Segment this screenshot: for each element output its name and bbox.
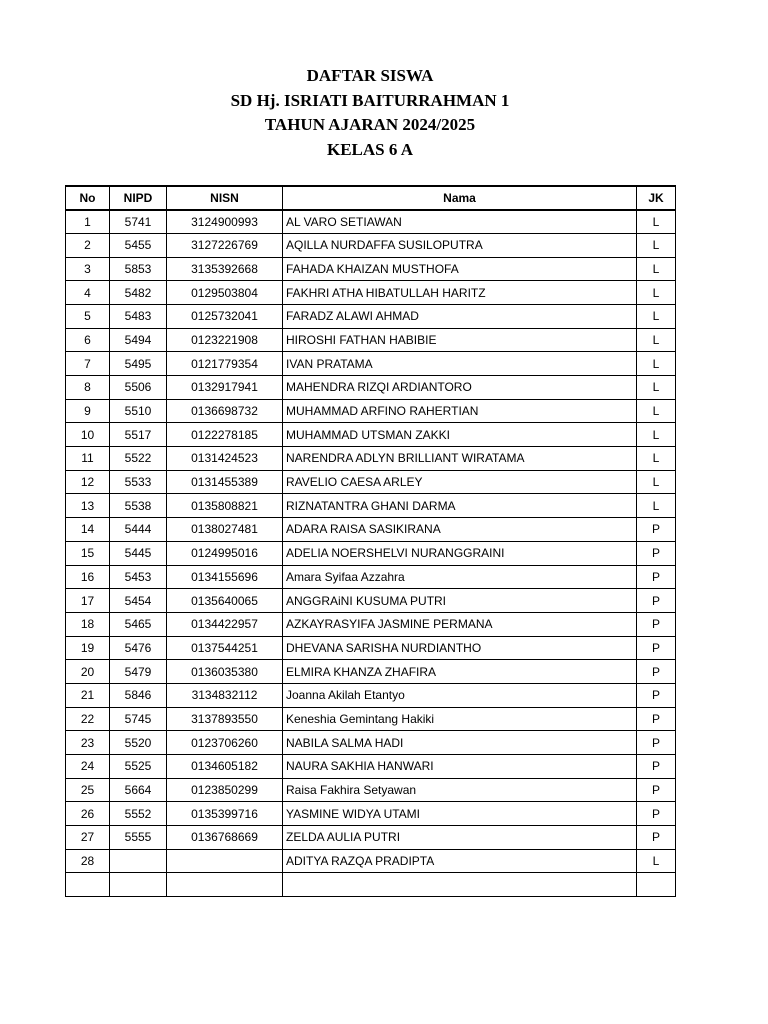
table-row [66,636,676,660]
cell-jk: L [637,423,676,447]
cell-jk: L [637,281,676,305]
cell-nama: FAKHRI ATHA HIBATULLAH HARITZ [283,281,637,305]
cell-nipd: 5453 [110,565,167,589]
cell-nipd [110,873,167,897]
cell-nipd: 5517 [110,423,167,447]
cell-no: 15 [66,541,110,565]
table-row [66,683,676,707]
cell-nama: NAURA SAKHIA HANWARI [283,755,637,779]
cell-nama: RIZNATANTRA GHANI DARMA [283,494,637,518]
cell-no: 19 [66,636,110,660]
cell-jk: L [637,328,676,352]
cell-nipd: 5522 [110,447,167,471]
cell-nama: YASMINE WIDYA UTAMI [283,802,637,826]
cell-no: 11 [66,447,110,471]
cell-nama: MAHENDRA RIZQI ARDIANTORO [283,376,637,400]
cell-no: 7 [66,352,110,376]
cell-jk: L [637,447,676,471]
cell-nisn: 0138027481 [167,518,283,542]
cell-no: 16 [66,565,110,589]
cell-jk: L [637,210,676,234]
cell-nama: NARENDRA ADLYN BRILLIANT WIRATAMA [283,447,637,471]
cell-nama: NABILA SALMA HADI [283,731,637,755]
table-row [66,494,676,518]
table-row [66,210,676,234]
cell-nama: ADARA RAISA SASIKIRANA [283,518,637,542]
cell-nama: HIROSHI FATHAN HABIBIE [283,328,637,352]
table-row [66,589,676,613]
cell-jk: L [637,304,676,328]
cell-jk [637,873,676,897]
cell-nipd: 5745 [110,707,167,731]
title-line-4: KELAS 6 A [327,139,413,159]
title-line-2: SD Hj. ISRIATI BAITURRAHMAN 1 [230,90,510,110]
table-row [66,778,676,802]
table-row [66,707,676,731]
cell-nama: RAVELIO CAESA ARLEY [283,470,637,494]
cell-no: 20 [66,660,110,684]
cell-nipd: 5853 [110,257,167,281]
cell-nama [283,873,637,897]
table-row [66,399,676,423]
cell-nisn: 0135399716 [167,802,283,826]
cell-nipd: 5454 [110,589,167,613]
cell-jk: P [637,612,676,636]
cell-nipd: 5445 [110,541,167,565]
cell-nipd: 5510 [110,399,167,423]
cell-nipd: 5495 [110,352,167,376]
cell-nama: FARADZ ALAWI AHMAD [283,304,637,328]
cell-no: 8 [66,376,110,400]
cell-nipd: 5506 [110,376,167,400]
cell-jk: L [637,233,676,257]
table-row [66,328,676,352]
table-row [66,233,676,257]
cell-no: 24 [66,755,110,779]
cell-nama: Keneshia Gemintang Hakiki [283,707,637,731]
cell-no: 22 [66,707,110,731]
table-row [66,660,676,684]
cell-jk: P [637,518,676,542]
student-table [65,185,676,897]
cell-nisn: 0129503804 [167,281,283,305]
cell-jk: L [637,399,676,423]
cell-nama: DHEVANA SARISHA NURDIANTHO [283,636,637,660]
cell-nipd: 5494 [110,328,167,352]
cell-nama: ZELDA AULIA PUTRI [283,826,637,850]
cell-nama: ANGGRAiNI KUSUMA PUTRI [283,589,637,613]
cell-jk: L [637,352,676,376]
table-row [66,802,676,826]
table-row [66,612,676,636]
cell-nama: AL VARO SETIAWAN [283,210,637,234]
cell-nipd [110,849,167,873]
cell-nipd: 5555 [110,826,167,850]
cell-no: 2 [66,233,110,257]
cell-nisn: 0131455389 [167,470,283,494]
table-row [66,541,676,565]
cell-jk: P [637,731,676,755]
cell-nipd: 5455 [110,233,167,257]
cell-nisn: 0134605182 [167,755,283,779]
cell-nisn: 0134155696 [167,565,283,589]
header-no: No [66,186,110,210]
cell-nama: MUHAMMAD UTSMAN ZAKKI [283,423,637,447]
cell-nipd: 5664 [110,778,167,802]
cell-no: 17 [66,589,110,613]
table-row [66,257,676,281]
cell-nisn: 3124900993 [167,210,283,234]
table-row [66,423,676,447]
cell-nisn: 0124995016 [167,541,283,565]
cell-no: 3 [66,257,110,281]
cell-nisn: 0135640065 [167,589,283,613]
cell-nipd: 5533 [110,470,167,494]
table-row [66,447,676,471]
cell-nipd: 5482 [110,281,167,305]
header-nama: Nama [283,186,637,210]
cell-nisn: 0122278185 [167,423,283,447]
table-row [66,565,676,589]
table-header-row [66,186,676,210]
cell-no [66,873,110,897]
cell-jk: L [637,470,676,494]
cell-jk: P [637,755,676,779]
table-row [66,281,676,305]
document-header [0,64,740,162]
cell-nama: AQILLA NURDAFFA SUSILOPUTRA [283,233,637,257]
cell-nisn: 3127226769 [167,233,283,257]
cell-nama: ADITYA RAZQA PRADIPTA [283,849,637,873]
cell-jk: P [637,636,676,660]
cell-no: 21 [66,683,110,707]
cell-nisn: 0121779354 [167,352,283,376]
cell-nipd: 5465 [110,612,167,636]
cell-jk: P [637,660,676,684]
cell-nisn: 3137893550 [167,707,283,731]
title-line-1: DAFTAR SISWA [306,66,434,85]
cell-nisn: 0134422957 [167,612,283,636]
cell-nisn: 0137544251 [167,636,283,660]
cell-no: 1 [66,210,110,234]
cell-jk: L [637,849,676,873]
cell-nipd: 5846 [110,683,167,707]
table-row [66,518,676,542]
cell-nama: ELMIRA KHANZA ZHAFIRA [283,660,637,684]
cell-jk: L [637,494,676,518]
cell-no: 5 [66,304,110,328]
header-nisn: NISN [167,186,283,210]
table-row [66,376,676,400]
cell-nama: ADELIA NOERSHELVI NURANGGRAINI [283,541,637,565]
cell-nama: Amara Syifaa Azzahra [283,565,637,589]
cell-no: 6 [66,328,110,352]
cell-jk: P [637,565,676,589]
cell-no: 26 [66,802,110,826]
header-nipd: NIPD [110,186,167,210]
header-jk: JK [637,186,676,210]
cell-nisn: 0136035380 [167,660,283,684]
cell-no: 25 [66,778,110,802]
cell-no: 13 [66,494,110,518]
cell-jk: P [637,707,676,731]
cell-nisn: 0132917941 [167,376,283,400]
cell-nipd: 5444 [110,518,167,542]
cell-nisn [167,873,283,897]
cell-nisn: 0123850299 [167,778,283,802]
cell-jk: L [637,257,676,281]
table-row [66,849,676,873]
cell-nama: MUHAMMAD ARFINO RAHERTIAN [283,399,637,423]
cell-no: 14 [66,518,110,542]
cell-no: 27 [66,826,110,850]
cell-jk: P [637,826,676,850]
cell-no: 28 [66,849,110,873]
cell-nisn [167,849,283,873]
cell-nisn: 0136768669 [167,826,283,850]
cell-no: 12 [66,470,110,494]
cell-nipd: 5538 [110,494,167,518]
cell-nisn: 0136698732 [167,399,283,423]
cell-jk: P [637,541,676,565]
cell-jk: P [637,589,676,613]
cell-nisn: 0125732041 [167,304,283,328]
cell-nama: IVAN PRATAMA [283,352,637,376]
cell-nama: AZKAYRASYIFA JASMINE PERMANA [283,612,637,636]
table-row [66,352,676,376]
cell-nisn: 0123706260 [167,731,283,755]
cell-jk: P [637,778,676,802]
table-row [66,470,676,494]
cell-nama: FAHADA KHAIZAN MUSTHOFA [283,257,637,281]
cell-no: 9 [66,399,110,423]
cell-nipd: 5525 [110,755,167,779]
cell-jk: P [637,683,676,707]
cell-no: 23 [66,731,110,755]
table-row [66,755,676,779]
cell-nisn: 3135392668 [167,257,283,281]
table-row [66,826,676,850]
cell-nisn: 3134832112 [167,683,283,707]
title-line-3: TAHUN AJARAN 2024/2025 [264,115,476,134]
cell-nisn: 0131424523 [167,447,283,471]
cell-nisn: 0135808821 [167,494,283,518]
table-row [66,873,676,897]
table-row [66,304,676,328]
table-row [66,731,676,755]
cell-no: 4 [66,281,110,305]
cell-nipd: 5520 [110,731,167,755]
cell-jk: L [637,376,676,400]
cell-no: 18 [66,612,110,636]
cell-jk: P [637,802,676,826]
cell-nipd: 5483 [110,304,167,328]
cell-no: 10 [66,423,110,447]
cell-nipd: 5476 [110,636,167,660]
cell-nipd: 5741 [110,210,167,234]
cell-nisn: 0123221908 [167,328,283,352]
table-body [66,210,676,897]
cell-nama: Raisa Fakhira Setyawan [283,778,637,802]
cell-nipd: 5552 [110,802,167,826]
cell-nipd: 5479 [110,660,167,684]
cell-nama: Joanna Akilah Etantyo [283,683,637,707]
